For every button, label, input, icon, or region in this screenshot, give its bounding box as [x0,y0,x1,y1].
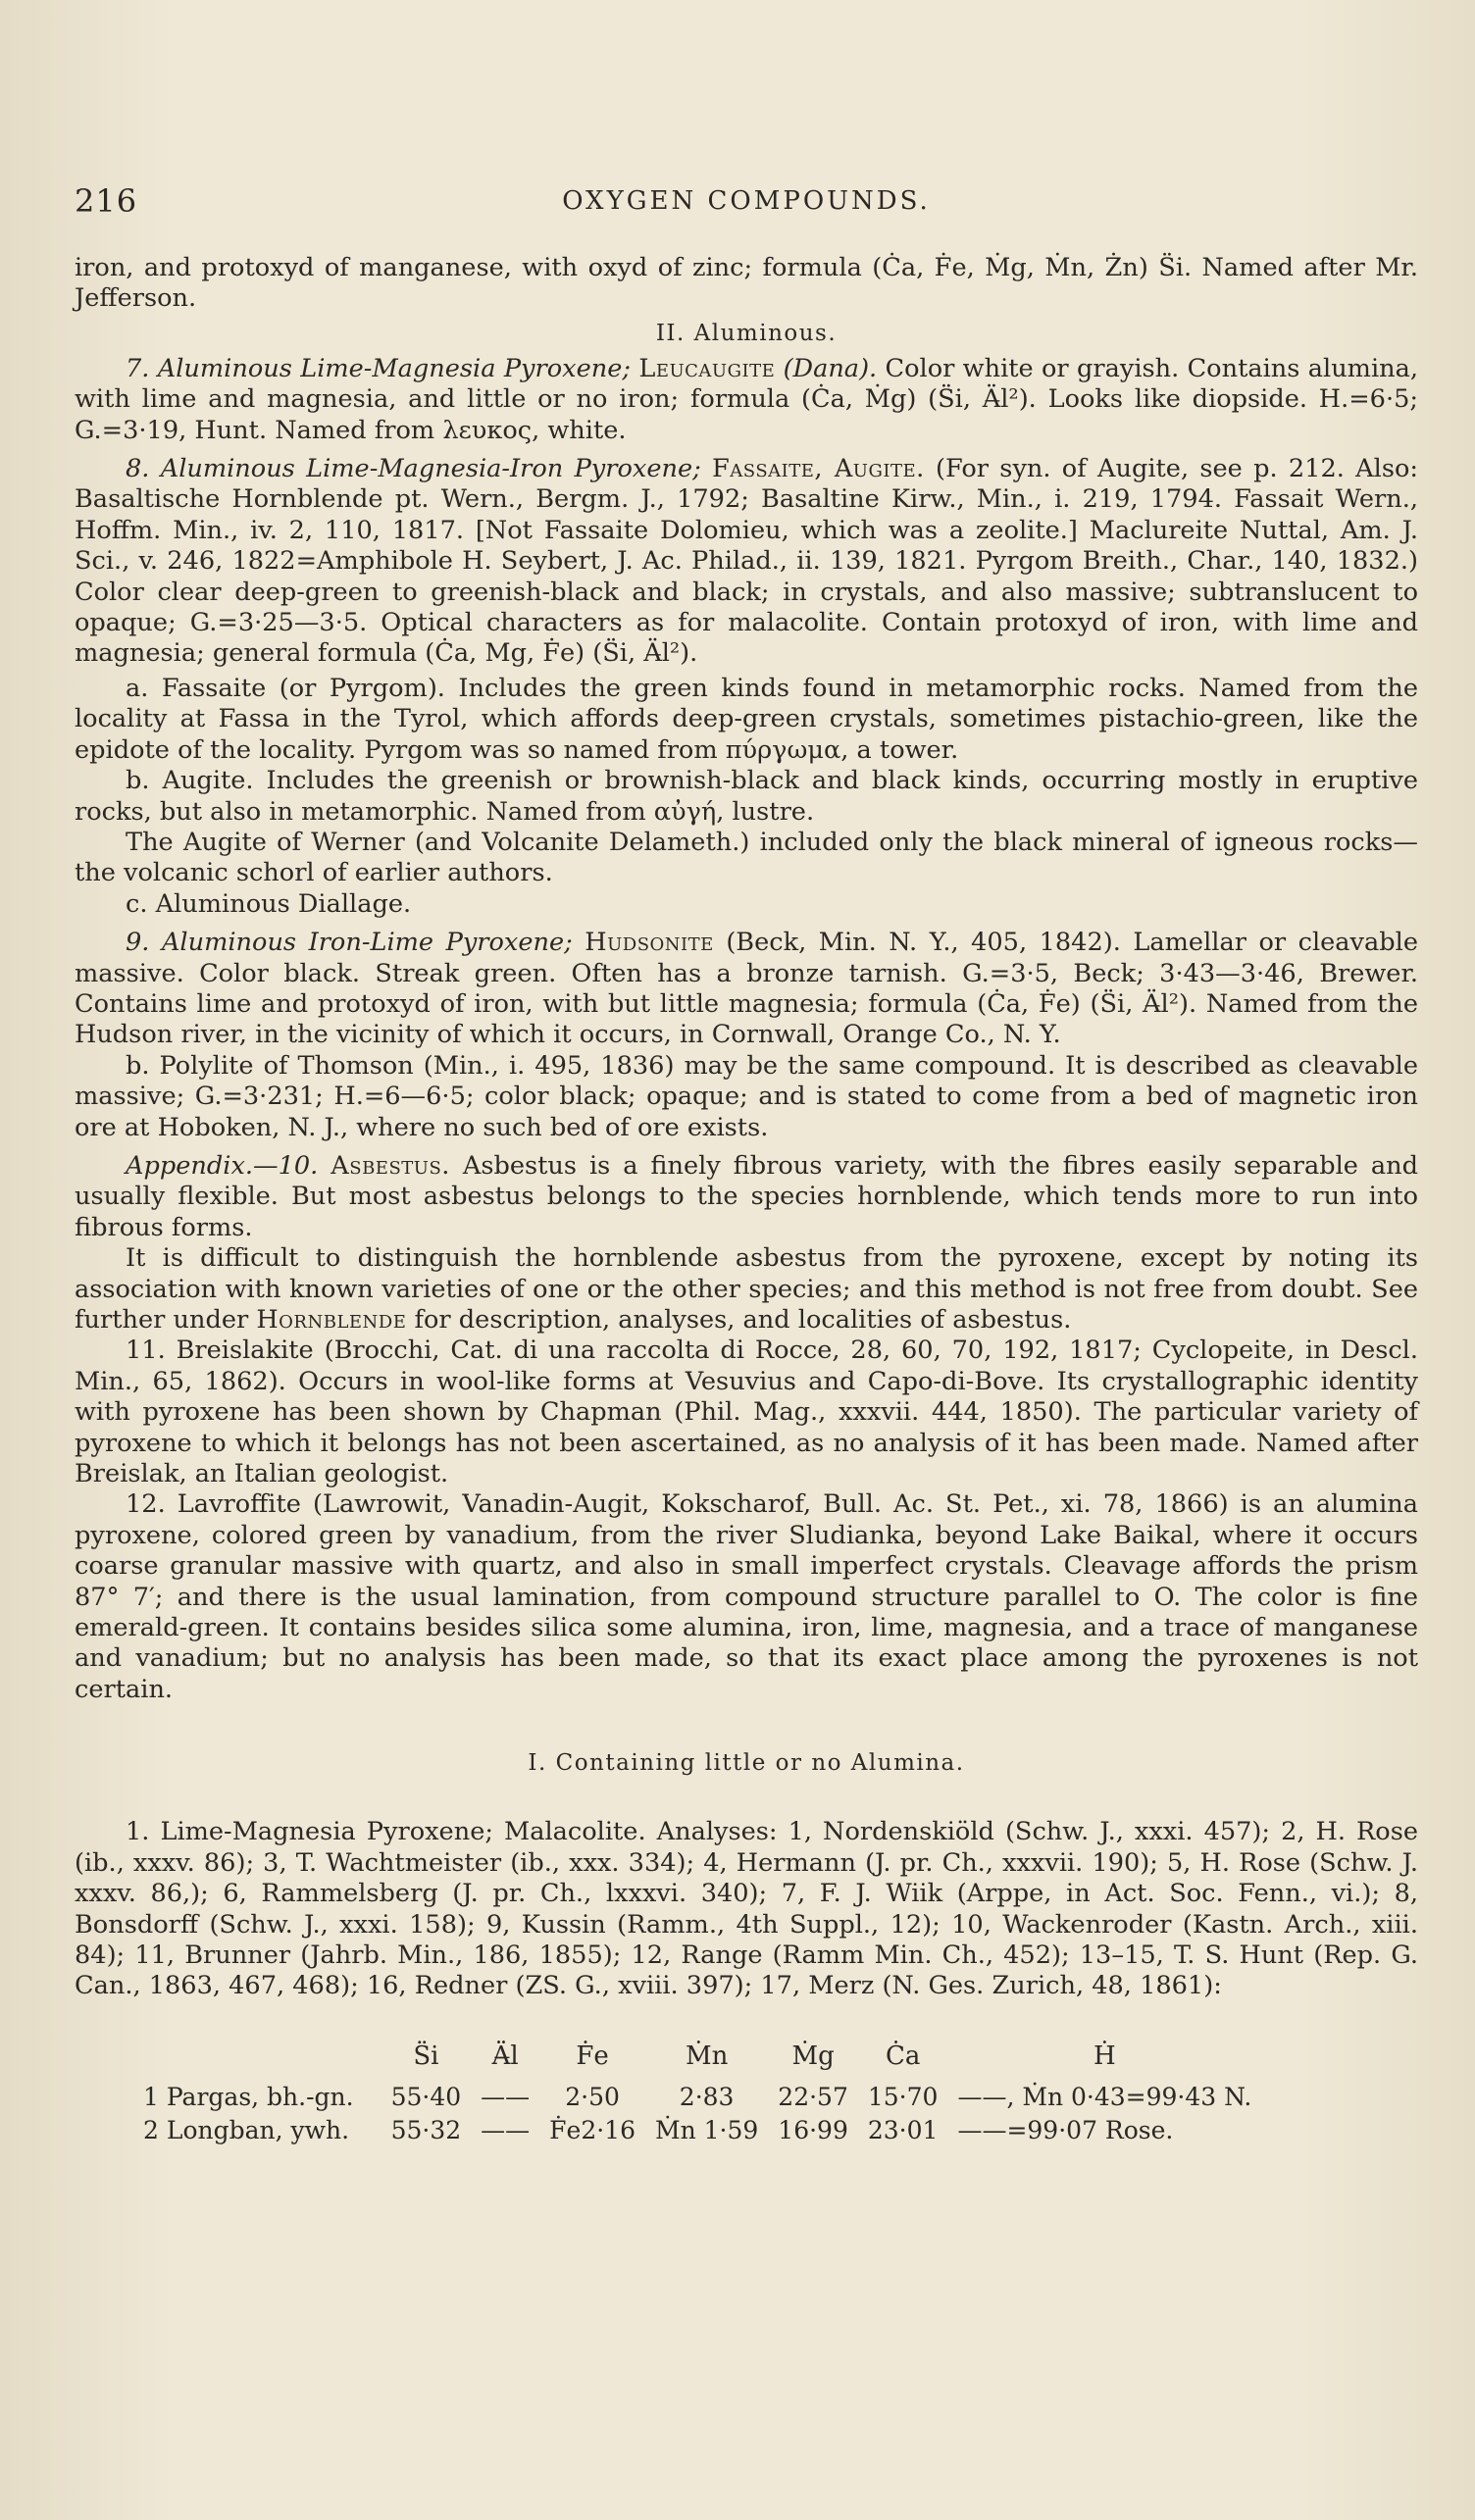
cell-ca: 15·70 [867,2082,939,2111]
column-header: Ṁg [791,2041,835,2071]
section-heading-little-alumina: I. Containing little or no Alumina. [528,1750,965,1777]
page-number: 216 [75,182,138,220]
paragraph-breislakite: 11. Breislakite (Brocchi, Cat. di una raccolta di Rocce, 28, 60, 70, 192, 1817; Cyclopeite, in Descl. Min., 65, 1862). Occurs in wool-like forms at Vesuvius and Capo-di-Bove. Its crystallographic identity with pyroxene has been shown by Chapman (Phil. Mag., xxxvii. 444, 1850). The particular variety of pyroxene to which it belongs has not been ascertained, as no analysis of it has been made. Named after Breislak, an Italian geologist. [75,1336,1418,1489]
mineral-name: Hudsonite [585,928,714,958]
body-text [75,253,1418,2147]
table-row [133,2081,1261,2114]
cell-h: ——, Ṁn 0·43=99·43 N. [957,2082,1252,2111]
column-header [133,2041,381,2081]
species-title: 7. Aluminous Lime-Magnesia Pyroxene; [126,353,631,383]
column-header: Ä̶l [491,2041,519,2071]
mineral-name: Leucaugite [638,353,776,383]
paragraph-hudsonite [75,928,1418,1051]
cell-mn: 2·83 [679,2082,735,2111]
paragraph-text: for description, analyses, and localities of asbestus. [414,1305,1072,1335]
paragraph-fassaite [75,454,1418,670]
paragraph-text: It is difficult to distinguish the hornblende asbestus from the pyroxene, except by noting its association with known varieties of one or the other species; and this method is not free from doubt. See further under [75,1243,1418,1335]
cell-si: 55·32 [390,2115,462,2144]
cell-si: 55·40 [390,2082,462,2111]
cell-ca: 23·01 [867,2115,939,2144]
column-header: Ḣ [1094,2041,1116,2071]
analysis-table [133,2041,1261,2147]
section-heading-aluminous: II. Aluminous. [655,320,838,346]
running-head [75,182,1418,222]
paragraph-augite-werner: The Augite of Werner (and Volcanite Delameth.) included only the black mineral of igneous rocks—the volcanic schorl of earlier authors. [75,827,1418,888]
row-label: 1 Pargas, bh.-gn. [143,2082,354,2111]
row-label: 2 Longban, ywh. [143,2115,350,2144]
cell-fe: Ḟe2·16 [549,2115,636,2144]
paragraph-text: Color white or grayish. Contains alumina, with lime and magnesia, and little or no iron; formula (Ċa, Ṁg) (S̈i, Ä̶l²). Looks like diopside. H.=6·5; G.=3·19, Hunt. Named from λευκος, white. [75,353,1419,445]
table-header-row [133,2041,1261,2081]
paragraph-text: (For syn. of Augite, see p. 212. Also: Basaltische Hornblende pt. Wern., Bergm. J., 1792; Basaltine Kirw., Min., i. 219, 1794. Fassait Wern., Hoffm. Min., iv. 2, 110, 1817. [Not Fassaite Dolomieu, which was a zeolite.] Maclureite Nuttal, Am. J. Sci., v. 246, 1822=Amphibole H. Seybert, J. Ac. Philad., ii. 139, 1821. Pyrgom Breith., Char., 140, 1832.) Color clear deep-green to greenish-black and black; in crystals, and also massive; subtranslucent to opaque; G.=3·25—3·5. Optical characters as for malacolite. Contain protoxyd of iron, with lime and magnesia; general formula (Ċa, Mg, Ḟe) (S̈i, Ä̶l²). [75,454,1418,669]
mineral-name: Asbestus. [331,1150,450,1181]
paragraph-polylite: b. Polylite of Thomson (Min., i. 495, 1836) may be the same compound. It is described as cleavable massive; G.=3·231; H.=6—6·5; color black; opaque; and is stated to come from a bed of magnetic iron ore at Hoboken, N. J., where no such bed of ore exists. [75,1050,1418,1142]
paragraph-asbestus [75,1151,1418,1243]
cell-mg: 16·99 [778,2115,848,2144]
page-heading: OXYGEN COMPOUNDS. [562,186,931,216]
paragraph-leucaugite [75,354,1418,446]
paragraph-lavroffite: 12. Lavroffite (Lawrowit, Vanadin-Augit, Kokscharof, Bull. Ac. St. Pet., xi. 78, 1866) is an alumina pyroxene, colored green by vanadium, from the river Sludianka, beyond Lake Baikal, where it occurs coarse granular massive with quartz, and also in small imperfect crystals. Cleavage affords the prism 87° 7′; and there is the usual lamination, from compound structure parallel to O. The color is fine emerald-green. It contains besides silica some alumina, iron, lime, magnesia, and a trace of manganese and vanadium; but no analysis has been made, so that its exact place among the pyroxenes is not certain. [75,1489,1418,1704]
cell-al: —— [481,2082,531,2111]
cell-mn: Ṁn 1·59 [654,2115,759,2144]
column-header: Ḟe [576,2041,609,2071]
paragraph-variety-c: c. Aluminous Diallage. [126,888,412,919]
paragraph-continuation: iron, and protoxyd of manganese, with oxyd of zinc; formula (Ċa, Ḟe, Ṁg, Ṁn, Żn) S̈i. Named after Mr. Jefferson. [75,253,1418,314]
cell-h: ——=99·07 Rose. [957,2115,1174,2144]
column-header: Ṁn [685,2041,729,2071]
paragraph-variety-a: a. Fassaite (or Pyrgom). Includes the green kinds found in metamorphic rocks. Named from the locality at Fassa in the Tyrol, which affords deep-green crystals, sometimes pistachio-green, like the epidote of the locality. Pyrgom was so named from πύργωμα, a tower. [75,673,1418,765]
author: (Dana). [783,353,878,383]
paragraph-malacolite: 1. Lime-Magnesia Pyroxene; Malacolite. Analyses: 1, Nordenskiöld (Schw. J., xxxi. 457); 2, H. Rose (ib., xxxv. 86); 3, T. Wachtmeister (ib., xxx. 334); 4, Hermann (J. pr. Ch., xxxvii. 190); 5, H. Rose (Schw. J. xxxv. 86,); 6, Rammelsberg (J. pr. Ch., lxxxvi. 340); 7, F. J. Wiik (Arppe, in Act. Soc. Fenn., vi.); 8, Bonsdorff (Schw. J., xxxi. 158); 9, Kussin (Ramm., 4th Suppl., 12); 10, Wackenroder (Kastn. Arch., xiii. 84); 11, Brunner (Jahrb. Min., 186, 1855); 12, Range (Ramm Min. Ch., 452); 13–15, T. S. Hunt (Rep. G. Can., 1863, 467, 468); 16, Redner (ZS. G., xviii. 397); 17, Merz (N. Ges. Zurich, 48, 1861): [75,1817,1418,2001]
cross-reference: Hornblende [256,1305,407,1335]
paragraph-asbestus-note [75,1243,1418,1336]
appendix-label: Appendix.—10. [126,1150,319,1181]
paragraph-text: (Beck, Min. N. Y., 405, 1842). Lamellar or cleavable massive. Color black. Streak green. Often has a bronze tarnish. G.=3·5, Beck; 3·43—3·46, Brewer. Contains lime and protoxyd of iron, with but little magnesia; formula (Ċa, Ḟe) (S̈i, Ä̶l²). Named from the Hudson river, in the vicinity of which it occurs, in Cornwall, Orange Co., N. Y. [75,928,1418,1050]
column-header: Ċa [885,2041,921,2071]
mineral-name: Fassaite, Augite. [712,454,925,484]
species-title: 8. Aluminous Lime-Magnesia-Iron Pyroxene; [126,454,701,484]
table-row [133,2114,1261,2147]
cell-fe: 2·50 [565,2082,620,2111]
paragraph-variety-b: b. Augite. Includes the greenish or brownish-black and black kinds, occurring mostly in eruptive rocks, but also in metamorphic. Named from αὐγή, lustre. [75,766,1418,827]
column-header: S̈i [413,2041,439,2071]
species-title: 9. Aluminous Iron-Lime Pyroxene; [126,928,573,958]
paragraph-text: Asbestus is a finely fibrous variety, with the fibres easily separable and usually flexible. But most asbestus belongs to the species hornblende, which tends more to run into fibrous forms. [75,1150,1418,1242]
cell-mg: 22·57 [778,2082,848,2111]
cell-al: —— [481,2115,531,2144]
